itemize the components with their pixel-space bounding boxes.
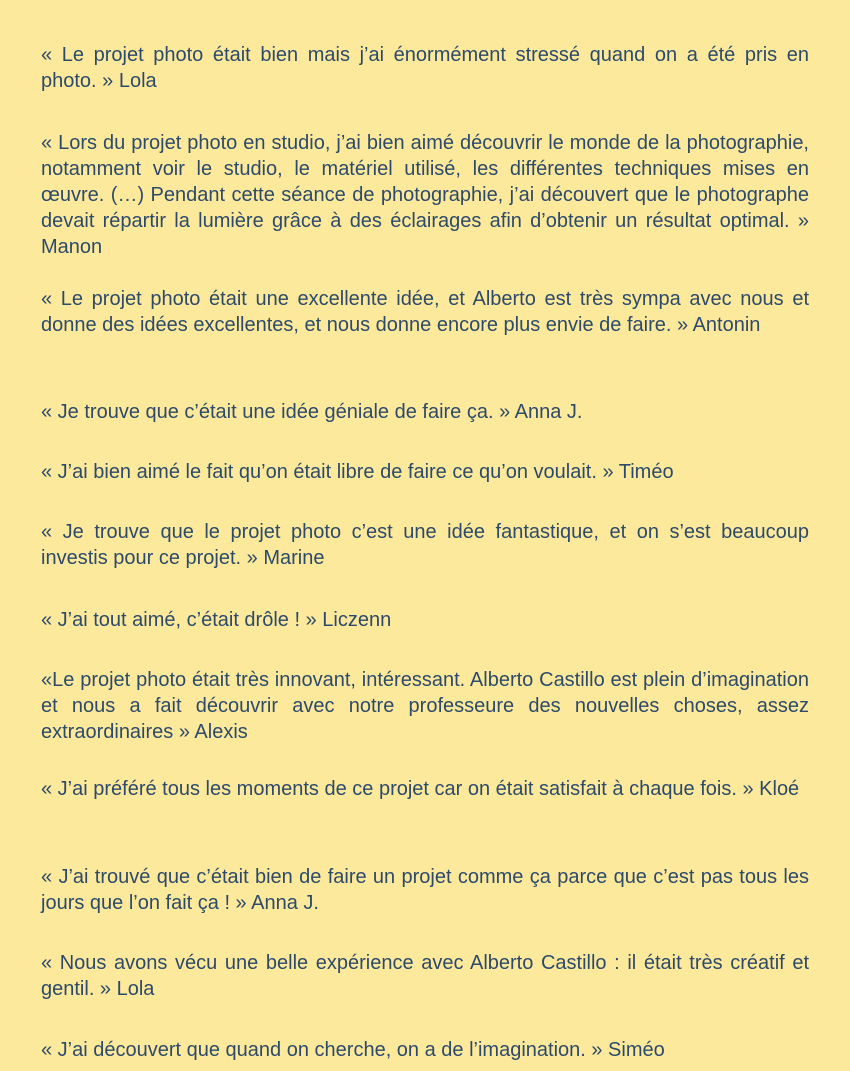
quote-paragraph: « Je trouve que le projet photo c’est une idée fantastique, et on s’est beaucoup investis pour ce projet. » Marine (41, 521, 809, 569)
quote-paragraph: « J’ai préféré tous les moments de ce projet car on était satisfait à chaque fois. » Kloé (41, 778, 800, 800)
quote-paragraph: « J’ai découvert que quand on cherche, on a de l’imagination. » Siméo (41, 1039, 665, 1061)
quote-paragraph: « J’ai trouvé que c’était bien de faire un projet comme ça parce que c’est pas tous les jours que l’on fait ça ! » Anna J. (41, 866, 809, 914)
quote-paragraph: «Le projet photo était très innovant, intéressant. Alberto Castillo est plein d’imagination et nous a fait découvrir avec notre professeure des nouvelles choses, assez extraordinaires » Alexis (41, 669, 809, 743)
quote-paragraph: « Le projet photo était une excellente idée, et Alberto est très sympa avec nous et donne des idées excellentes, et nous donne encore plus envie de faire. » Antonin (41, 288, 809, 336)
quote-paragraph: « J’ai tout aimé, c’était drôle ! » Liczenn (41, 609, 392, 631)
quote-paragraph: « Lors du projet photo en studio, j’ai bien aimé découvrir le monde de la photographie, notamment voir le studio, le matériel utilisé, les différentes techniques mises en œuvre. (…) Pendant cette séance de photographie, j’ai découvert que le photographe devait répartir la lumière grâce à des éclairages afin d’obtenir un résultat optimal. » Manon (41, 132, 809, 258)
quote-paragraph: « Nous avons vécu une belle expérience avec Alberto Castillo : il était très créatif et gentil. » Lola (41, 952, 809, 1000)
quote-paragraph: « J’ai bien aimé le fait qu’on était libre de faire ce qu’on voulait. » Timéo (41, 461, 674, 483)
quote-paragraph: « Le projet photo était bien mais j’ai énormément stressé quand on a été pris en photo. » Lola (41, 44, 809, 92)
quote-paragraph: « Je trouve que c’était une idée géniale de faire ça. » Anna J. (41, 401, 583, 423)
